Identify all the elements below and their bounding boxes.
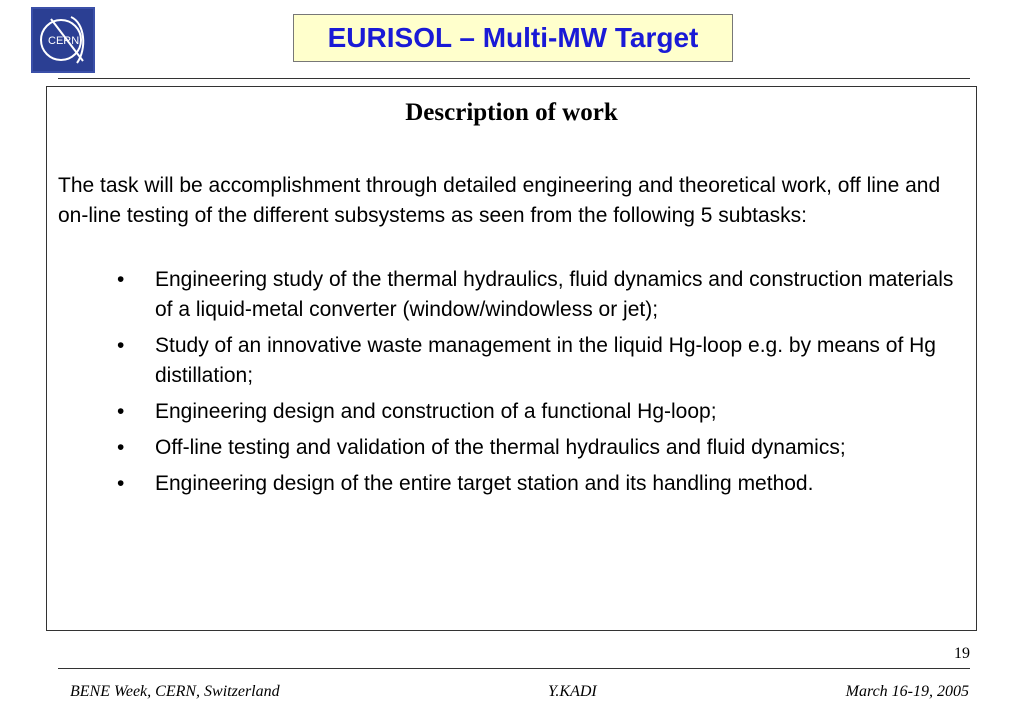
bullet-icon: • xyxy=(117,268,125,291)
list-item-text: Engineering design and construction of a functional Hg-loop; xyxy=(155,400,717,423)
subtask-list xyxy=(47,265,977,505)
list-item xyxy=(47,469,967,499)
content-panel xyxy=(46,86,977,631)
intro-paragraph: The task will be accomplishment through detailed engineering and theoretical work, off line and on-line testing of the different subsystems as seen from the following 5 subtasks: xyxy=(58,174,941,227)
footer-event: BENE Week, CERN, Switzerland xyxy=(70,683,280,700)
footer-date: March 16-19, 2005 xyxy=(845,683,969,700)
svg-text:CERN: CERN xyxy=(48,35,80,47)
bullet-icon: • xyxy=(117,400,125,423)
list-item xyxy=(47,331,967,391)
list-item xyxy=(47,433,967,463)
bullet-icon: • xyxy=(117,436,125,459)
header-divider xyxy=(58,78,970,79)
page-number: 19 xyxy=(954,645,970,662)
list-item xyxy=(47,265,967,325)
bullet-icon: • xyxy=(117,334,125,357)
slide-title-box xyxy=(293,14,733,62)
footer-author: Y.KADI xyxy=(548,683,597,700)
slide-title: EURISOL – Multi-MW Target xyxy=(327,22,699,53)
footer-divider xyxy=(58,668,970,669)
bullet-icon: • xyxy=(117,472,125,495)
list-item-text: Engineering design of the entire target station and its handling method. xyxy=(155,472,814,495)
list-item-text: Off-line testing and validation of the thermal hydraulics and fluid dynamics; xyxy=(155,436,846,459)
section-heading: Description of work xyxy=(405,99,618,126)
list-item-text: Study of an innovative waste management in the liquid Hg-loop e.g. by means of Hg distillation; xyxy=(155,334,936,387)
cern-logo-icon xyxy=(31,7,95,73)
list-item xyxy=(47,397,967,427)
list-item-text: Engineering study of the thermal hydraulics, fluid dynamics and construction materials of a liquid-metal converter (window/windowless or jet); xyxy=(155,268,954,321)
